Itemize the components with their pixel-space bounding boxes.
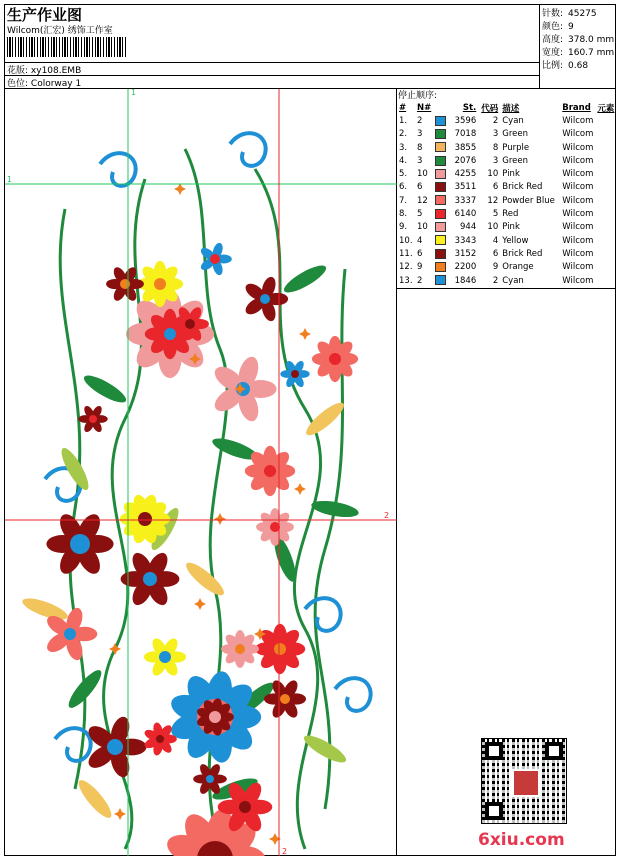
stat-scale	[542, 58, 588, 71]
row-swatch	[433, 167, 448, 180]
star-sprig	[214, 513, 226, 525]
flower-center	[329, 353, 341, 365]
flower-center	[260, 294, 270, 304]
flower-center	[89, 415, 97, 423]
embroidery-design	[5, 89, 397, 856]
thread-table-header	[397, 101, 616, 114]
row-swatch	[433, 114, 448, 127]
row-element	[595, 194, 616, 207]
row-description: Pink	[502, 169, 520, 180]
row-code: 6	[492, 248, 499, 259]
row-code: 5	[492, 209, 499, 220]
row-stitches: 1846	[454, 275, 477, 286]
row-needle: 3	[417, 129, 423, 140]
row-element	[595, 181, 616, 194]
row-description: Green	[502, 155, 528, 166]
row-swatch	[433, 274, 448, 287]
guide-label-v2: 2	[282, 847, 288, 856]
qr-finder	[485, 802, 503, 820]
row-index: 7.	[399, 195, 408, 206]
color-swatch	[435, 182, 446, 192]
stat-height	[542, 32, 614, 45]
color-swatch	[435, 262, 446, 272]
leaf	[20, 594, 70, 624]
stat-value: 9	[568, 22, 574, 32]
row-index: 13.	[399, 275, 413, 286]
stat-value: 378.0 mm	[568, 35, 615, 45]
row-brand: Wilcom	[562, 155, 594, 166]
row-stitches: 3152	[454, 248, 477, 259]
row-index: 2.	[399, 129, 408, 140]
star-sprig	[194, 598, 206, 610]
flower-center	[264, 465, 276, 477]
thread-row	[397, 261, 616, 274]
col-stitches: St.	[462, 102, 477, 113]
row-element	[595, 274, 616, 287]
row-swatch	[433, 221, 448, 234]
row-needle: 10	[417, 222, 428, 233]
row-brand: Wilcom	[562, 209, 594, 220]
row-swatch	[433, 194, 448, 207]
row-stitches: 6140	[454, 209, 477, 220]
color-swatch	[435, 156, 446, 166]
watermark: 6xiu.com	[478, 830, 565, 850]
row-code: 4	[492, 235, 499, 246]
row-brand: Wilcom	[562, 275, 594, 286]
colorway-label: 色位:	[7, 79, 29, 89]
row-needle: 3	[417, 155, 423, 166]
thread-row	[397, 274, 616, 287]
leaf	[74, 776, 116, 822]
color-swatch	[435, 169, 446, 179]
row-code: 12	[487, 195, 499, 206]
row-description: Red	[502, 209, 519, 220]
stat-width	[542, 45, 614, 58]
col-brand: Brand	[562, 102, 591, 113]
star-sprig	[114, 808, 126, 820]
row-element	[595, 154, 616, 167]
color-swatch	[435, 142, 446, 152]
petal	[128, 854, 152, 856]
leaf	[301, 731, 350, 767]
qr-finder	[485, 742, 503, 760]
row-brand: Wilcom	[562, 142, 594, 153]
row-code: 3	[492, 129, 499, 140]
flower-center	[70, 534, 90, 554]
row-index: 10.	[399, 235, 413, 246]
row-needle: 6	[417, 248, 423, 259]
page-title: 生产作业图	[7, 6, 83, 24]
row-needle: 4	[417, 235, 423, 246]
row-element	[595, 234, 616, 247]
flower-center	[143, 572, 157, 586]
flower-center	[156, 735, 164, 743]
stat-colors	[542, 19, 574, 32]
row-code: 2	[492, 115, 499, 126]
row-stitches: 2200	[454, 262, 477, 273]
thread-row	[397, 154, 616, 167]
flower-center	[64, 628, 76, 640]
flower-center	[154, 278, 166, 290]
row-stitches: 3596	[454, 115, 477, 126]
row-stitches: 2076	[454, 155, 477, 166]
thread-row	[397, 234, 616, 247]
row-code: 10	[487, 222, 499, 233]
flower-center	[274, 643, 286, 655]
company-name: Wilcom(汇宏) 绣饰工作室	[7, 26, 113, 36]
row-code: 3	[492, 155, 499, 166]
row-stitches: 7018	[454, 129, 477, 140]
thread-rows	[397, 114, 616, 287]
row-stitches: 3511	[454, 182, 477, 193]
thread-row	[397, 181, 616, 194]
row-stitches: 3343	[454, 235, 477, 246]
flower-center	[209, 711, 221, 723]
thread-row	[397, 128, 616, 141]
design-value: xy108.EMB	[30, 66, 82, 76]
row-brand: Wilcom	[562, 115, 594, 126]
row-description: Brick Red	[502, 248, 543, 259]
col-code: 代码	[481, 103, 499, 114]
row-code: 9	[492, 262, 499, 273]
leaf	[281, 261, 330, 297]
color-swatch	[435, 249, 446, 259]
stat-label: 宽度:	[542, 48, 564, 58]
row-brand: Wilcom	[562, 248, 594, 259]
flower-center	[206, 775, 214, 783]
stats-divider	[539, 4, 540, 88]
row-needle: 2	[417, 275, 423, 286]
row-description: Orange	[502, 262, 534, 273]
row-swatch	[433, 141, 448, 154]
table-bottom-rule	[396, 288, 616, 289]
row-element	[595, 141, 616, 154]
flower-center	[239, 801, 251, 813]
row-brand: Wilcom	[562, 262, 594, 273]
star-sprig	[109, 643, 121, 655]
thread-row	[397, 141, 616, 154]
row-swatch	[433, 128, 448, 141]
row-needle: 2	[417, 115, 423, 126]
barcode	[7, 37, 127, 57]
color-swatch	[435, 275, 446, 285]
col-needle: N#	[417, 102, 432, 113]
stat-value: 0.68	[568, 61, 589, 71]
header-divider	[4, 75, 539, 76]
row-element	[595, 207, 616, 220]
row-needle: 8	[417, 142, 423, 153]
swirl	[305, 598, 341, 631]
row-needle: 6	[417, 182, 423, 193]
row-code: 6	[492, 182, 499, 193]
flower-center	[138, 512, 152, 526]
swirl	[230, 133, 266, 166]
row-brand: Wilcom	[562, 129, 594, 140]
row-index: 11.	[399, 248, 413, 259]
row-description: Cyan	[502, 115, 524, 126]
row-description: Yellow	[502, 235, 529, 246]
row-code: 2	[492, 275, 499, 286]
row-needle: 10	[417, 169, 428, 180]
flower-center	[159, 651, 171, 663]
swirl	[55, 728, 91, 761]
row-index: 8.	[399, 209, 408, 220]
row-stitches: 4255	[454, 169, 477, 180]
row-element	[595, 221, 616, 234]
row-code: 10	[487, 169, 499, 180]
row-index: 4.	[399, 155, 408, 166]
row-description: Cyan	[502, 275, 524, 286]
row-index: 6.	[399, 182, 408, 193]
color-swatch	[435, 116, 446, 126]
star-sprig	[299, 328, 311, 340]
row-swatch	[433, 247, 448, 260]
col-description: 描述	[502, 103, 520, 114]
col-index: #	[399, 102, 407, 113]
row-needle: 9	[417, 262, 423, 273]
color-swatch	[435, 129, 446, 139]
stat-label: 比例:	[542, 61, 564, 71]
row-stitches: 3855	[454, 142, 477, 153]
flower-center	[235, 644, 245, 654]
guide-label-v1: 1	[131, 89, 137, 97]
row-code: 8	[492, 142, 499, 153]
row-index: 12.	[399, 262, 413, 273]
leaf	[81, 371, 130, 407]
row-element	[595, 167, 616, 180]
thread-row	[397, 207, 616, 220]
flower-center	[210, 254, 220, 264]
col-swatch	[433, 101, 448, 114]
stat-stitches	[542, 6, 597, 19]
row-element	[595, 114, 616, 127]
petal	[115, 854, 139, 856]
flower-center	[291, 370, 299, 378]
row-index: 9.	[399, 222, 408, 233]
flower-center	[280, 694, 290, 704]
stop-sequence-title: 停止顺序:	[398, 91, 438, 101]
row-index: 1.	[399, 115, 408, 126]
flower-center	[185, 319, 195, 329]
row-swatch	[433, 234, 448, 247]
row-brand: Wilcom	[562, 195, 594, 206]
thread-table	[397, 101, 616, 287]
row-element	[595, 128, 616, 141]
row-brand: Wilcom	[562, 235, 594, 246]
row-index: 3.	[399, 142, 408, 153]
row-element	[595, 247, 616, 260]
thread-row	[397, 167, 616, 180]
row-brand: Wilcom	[562, 222, 594, 233]
stat-label: 颜色:	[542, 22, 564, 32]
colorway	[7, 76, 81, 89]
flower-center	[107, 739, 123, 755]
row-swatch	[433, 154, 448, 167]
color-swatch	[435, 222, 446, 232]
stat-value: 45275	[568, 9, 597, 19]
qr-finder	[545, 742, 563, 760]
stat-label: 针数:	[542, 9, 564, 19]
stat-label: 高度:	[542, 35, 564, 45]
thread-row	[397, 247, 616, 260]
swirl	[100, 153, 136, 186]
guide-label-h1: 1	[7, 175, 13, 184]
qr-code[interactable]	[481, 738, 567, 824]
row-needle: 12	[417, 195, 428, 206]
row-brand: Wilcom	[562, 182, 594, 193]
row-description: Brick Red	[502, 182, 543, 193]
row-stitches: 3337	[454, 195, 477, 206]
row-description: Green	[502, 129, 528, 140]
color-swatch	[435, 235, 446, 245]
leaf	[182, 558, 228, 600]
design-label: 花版:	[7, 66, 29, 76]
row-brand: Wilcom	[562, 169, 594, 180]
stat-value: 160.7 mm	[568, 48, 615, 58]
embroidery-artwork	[5, 89, 397, 856]
row-swatch	[433, 207, 448, 220]
row-swatch	[433, 261, 448, 274]
thread-row	[397, 114, 616, 127]
seal-logo	[512, 769, 540, 797]
row-swatch	[433, 181, 448, 194]
row-description: Pink	[502, 222, 520, 233]
thread-row	[397, 221, 616, 234]
guide-label-h2: 2	[384, 511, 390, 520]
col-element: 元素	[597, 103, 615, 114]
row-element	[595, 261, 616, 274]
row-description: Purple	[502, 142, 530, 153]
header-divider	[4, 62, 539, 63]
row-stitches: 944	[460, 222, 477, 233]
row-needle: 5	[417, 209, 423, 220]
colorway-value: Colorway 1	[30, 79, 82, 89]
row-description: Powder Blue	[502, 195, 555, 206]
design-file	[7, 63, 81, 76]
star-sprig	[294, 483, 306, 495]
swirl	[335, 678, 371, 711]
color-swatch	[435, 209, 446, 219]
thread-row	[397, 194, 616, 207]
star-sprig	[174, 183, 186, 195]
flower-center	[164, 328, 176, 340]
row-index: 5.	[399, 169, 408, 180]
color-swatch	[435, 195, 446, 205]
